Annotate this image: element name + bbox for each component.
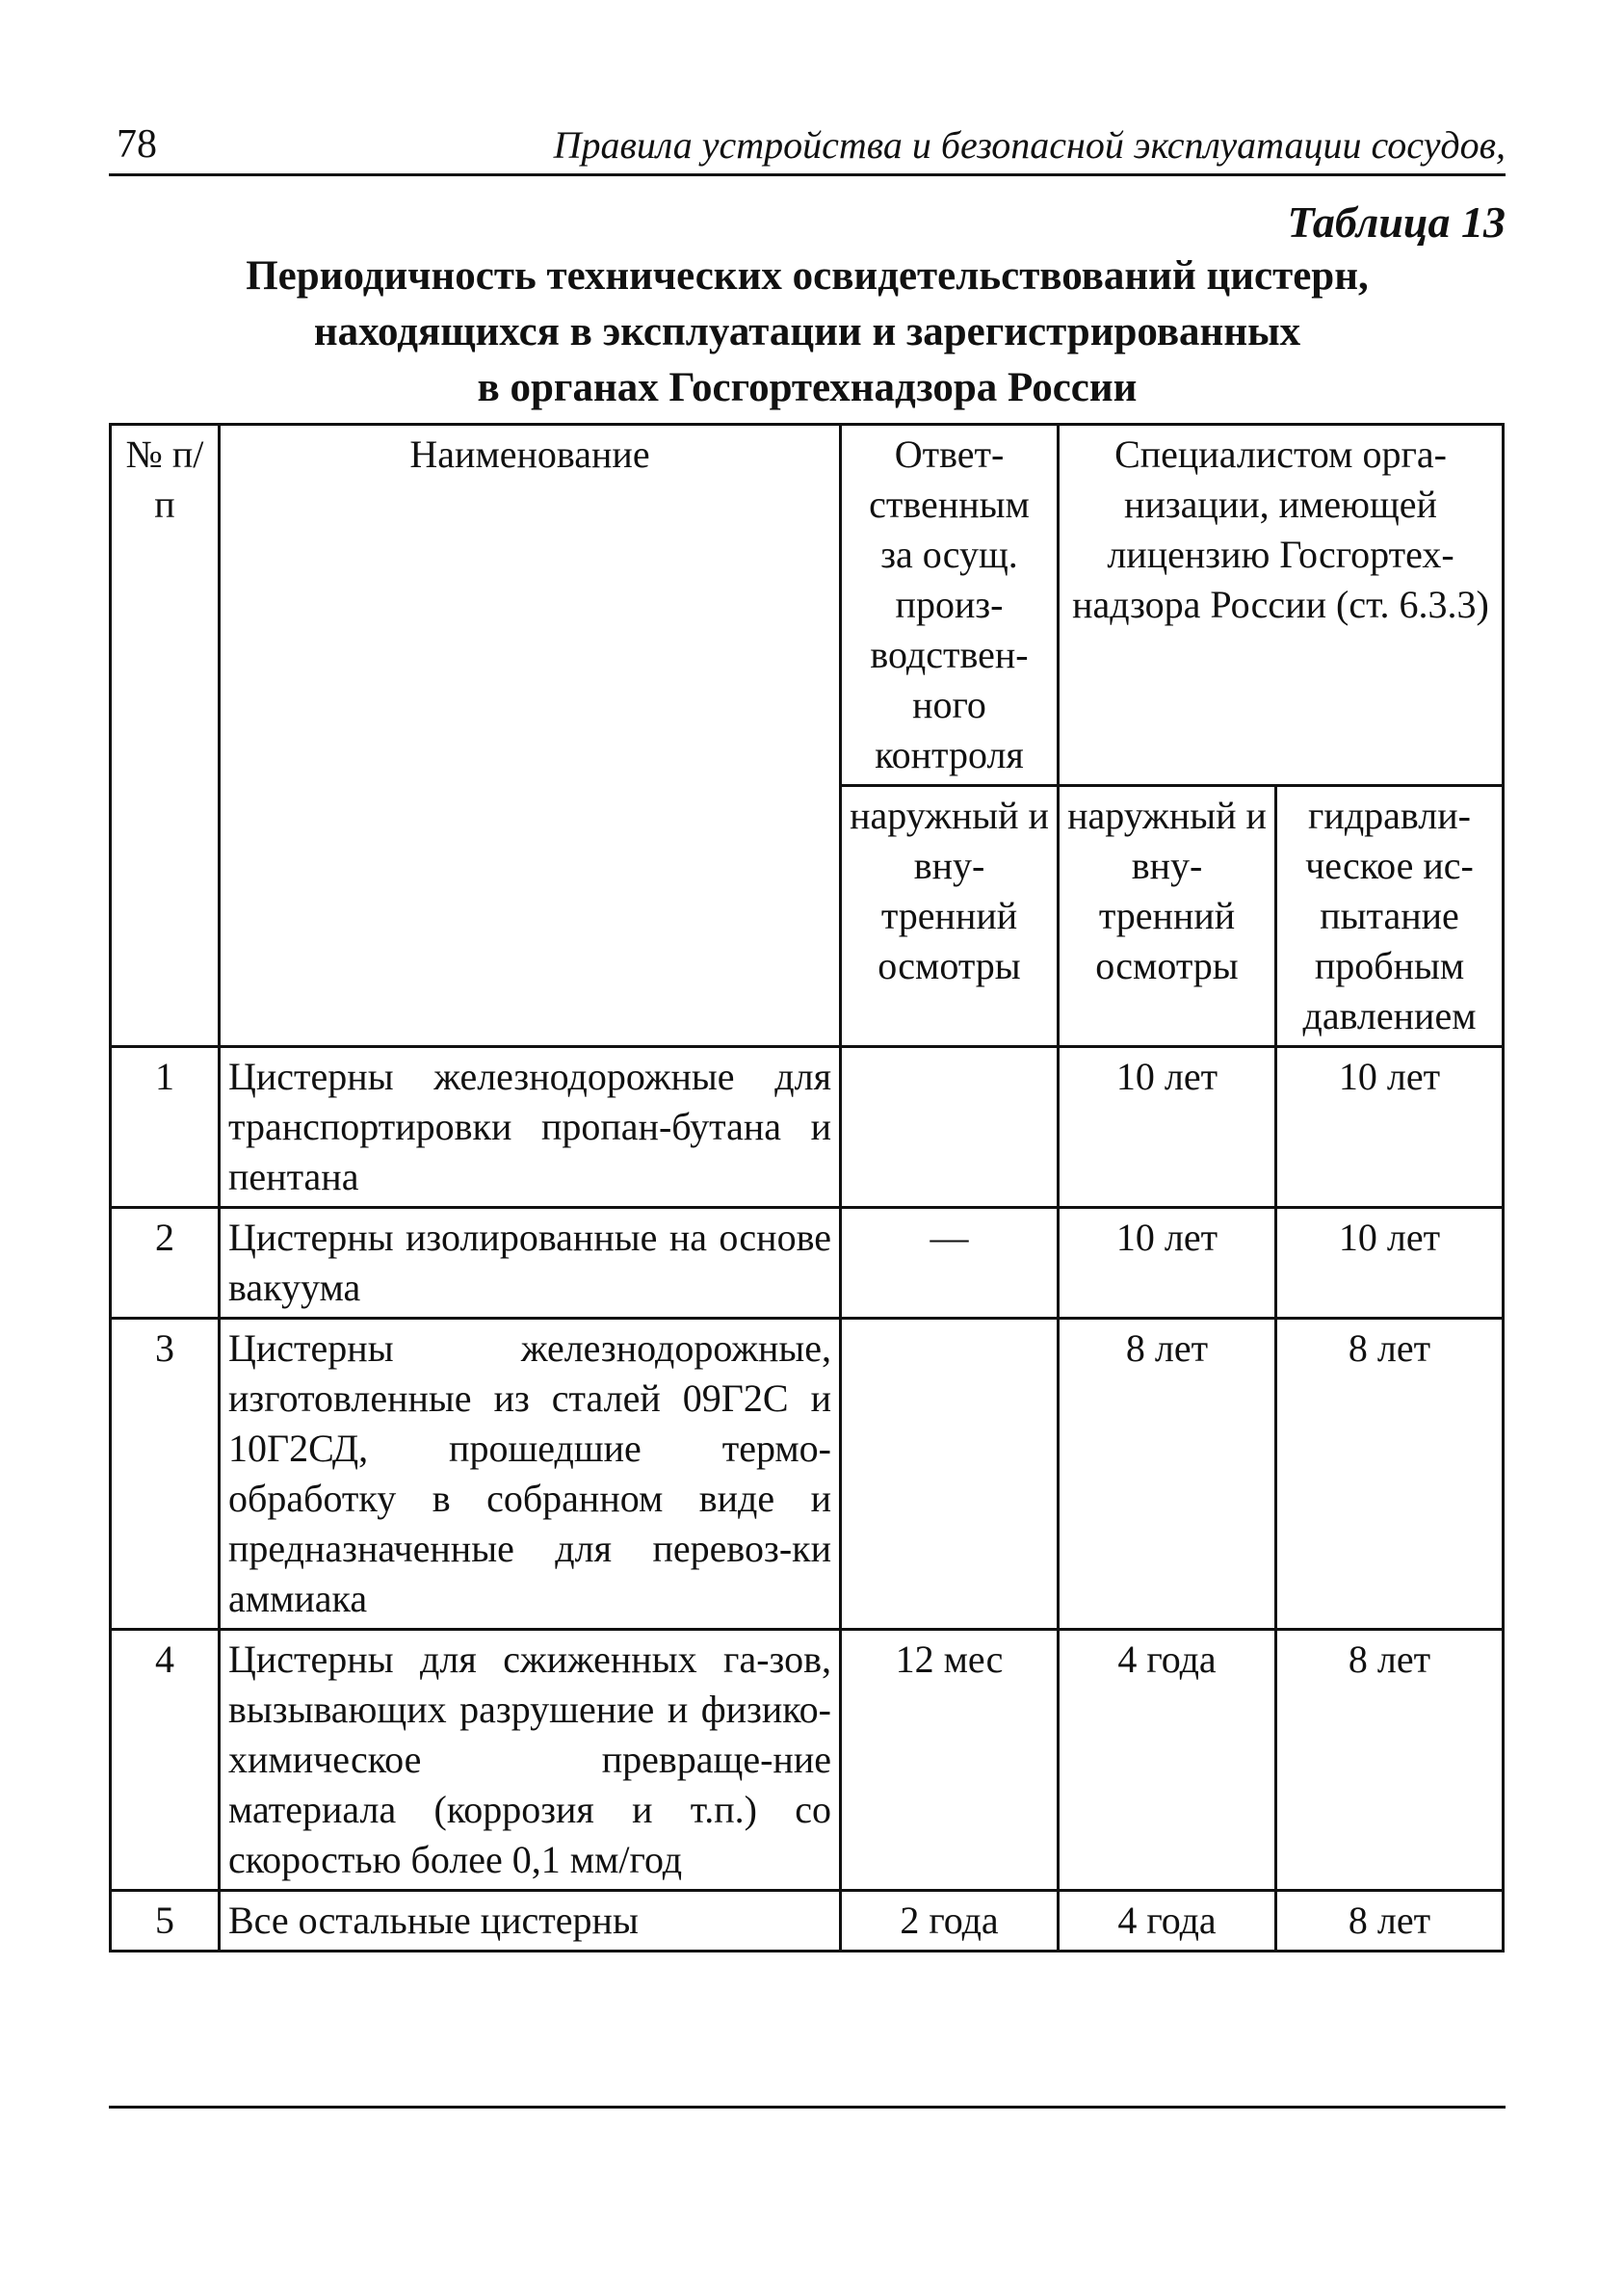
- row-number: 5: [111, 1891, 220, 1952]
- table-title-line: в органах Госгортехнадзора России: [477, 365, 1138, 410]
- table-row: [111, 1891, 1504, 1952]
- row-number: 2: [111, 1208, 220, 1319]
- subheader-hydraulic-test: гидравли-ческое ис-пытание пробным давлением: [1276, 786, 1504, 1047]
- header-responsible: Ответ-ственным за осущ. произ-водствен-ного контроля: [841, 425, 1059, 786]
- row-number: 1: [111, 1047, 220, 1208]
- row-responsible: 12 мес: [841, 1630, 1059, 1891]
- row-hydraulic-test: 10 лет: [1276, 1047, 1504, 1208]
- row-hydraulic-test: 8 лет: [1276, 1630, 1504, 1891]
- page-header: [109, 114, 1506, 176]
- subheader-responsible-inspection: наружный и вну-тренний осмотры: [841, 786, 1059, 1047]
- row-name: Цистерны железнодорожные, изготовленные из сталей 09Г2С и 10Г2СД, прошедшие термо-обработку в собранном виде и предназначенные для перевоз-ки аммиака: [220, 1319, 841, 1630]
- table-row: [111, 1630, 1504, 1891]
- table-row: [111, 1047, 1504, 1208]
- row-specialist-inspection: 10 лет: [1059, 1208, 1276, 1319]
- row-hydraulic-test: 8 лет: [1276, 1891, 1504, 1952]
- row-hydraulic-test: 10 лет: [1276, 1208, 1504, 1319]
- row-specialist-inspection: 10 лет: [1059, 1047, 1276, 1208]
- table-title: [109, 249, 1506, 416]
- row-name: Цистерны для сжиженных га-зов, вызывающих разрушение и физико-химическое превраще-ние материала (коррозия и т.п.) со скоростью более 0,1 мм/год: [220, 1630, 841, 1891]
- inspection-table: [109, 423, 1505, 1952]
- table-row: [111, 1319, 1504, 1630]
- bottom-rule: [109, 2106, 1506, 2109]
- table-row: [111, 1208, 1504, 1319]
- row-number: 4: [111, 1630, 220, 1891]
- row-name: Все остальные цистерны: [220, 1891, 841, 1952]
- table-title-line: находящихся в эксплуатации и зарегистрированных: [313, 309, 1301, 354]
- row-name: Цистерны железнодорожные для транспортировки пропан-бутана и пентана: [220, 1047, 841, 1208]
- table-label: Таблица 13: [1287, 197, 1506, 247]
- header-name: Наименование: [220, 425, 841, 1047]
- running-title: Правила устройства и безопасной эксплуатации сосудов,: [553, 123, 1506, 167]
- row-responsible: [841, 1047, 1059, 1208]
- row-number: 3: [111, 1319, 220, 1630]
- row-specialist-inspection: 8 лет: [1059, 1319, 1276, 1630]
- row-responsible: [841, 1319, 1059, 1630]
- row-specialist-inspection: 4 года: [1059, 1891, 1276, 1952]
- row-responsible: 2 года: [841, 1891, 1059, 1952]
- table-title-line: Периодичность технических освидетельствований цистерн,: [246, 253, 1369, 299]
- row-name: Цистерны изолированные на основе вакуума: [220, 1208, 841, 1319]
- row-hydraulic-test: 8 лет: [1276, 1319, 1504, 1630]
- header-number: № п/п: [111, 425, 220, 1047]
- row-specialist-inspection: 4 года: [1059, 1630, 1276, 1891]
- header-specialist: Специалистом орга-низации, имеющей лицензию Госгортех-надзора России (ст. 6.3.3): [1059, 425, 1504, 786]
- subheader-specialist-inspection: наружный и вну-тренний осмотры: [1059, 786, 1276, 1047]
- page-number: 78: [117, 122, 157, 167]
- header-row: [111, 425, 1504, 786]
- row-responsible: —: [841, 1208, 1059, 1319]
